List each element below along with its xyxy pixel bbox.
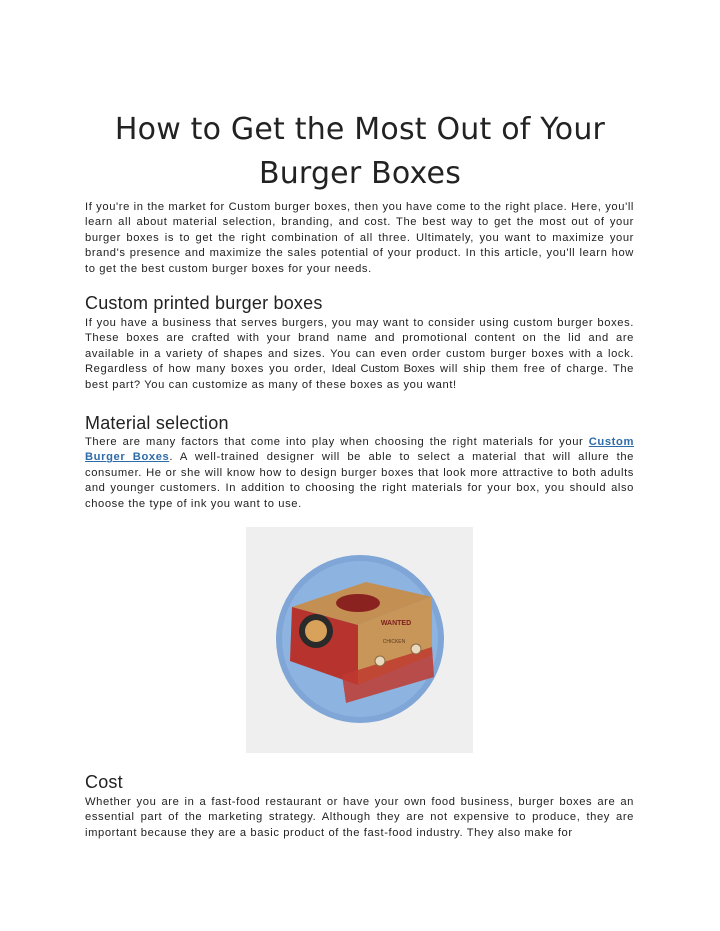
section-heading-material: Material selection xyxy=(85,413,229,433)
section1-text-before: If you have a business that serves burgers, you may want to consider using custom burger boxes. These boxes are crafted with your brand name and promotional content on the lid and are available in a variety of shapes and sizes. You can even order custom burger boxes with a lock. Regardless of how many boxes you order, xyxy=(85,317,634,376)
section-heading-cost: Cost xyxy=(85,772,123,792)
section2-text-after: . A well-trained designer will be able to select a material that will allure the consumer. He or she will know how to design burger boxes that look more attractive to both adults and younger customers. In addition to choosing the right materials for your box, you should also choose the type of ink you want to use. xyxy=(85,451,634,510)
section-body-cost: Whether you are in a fast-food restaurant or have your own food business, burger boxes are an essential part of the marketing strategy. Although they are not expensive to produce, they are important because they are a basic product of the fast-food industry. They also make for xyxy=(85,796,634,839)
title-line-1: How to Get the Most Out of Your xyxy=(114,112,606,148)
box-tab-right xyxy=(411,644,421,654)
section1-text-after: will ship them free of charge. The best part? You can customize as many of these boxes as you want! xyxy=(85,363,634,391)
intro-paragraph: If you're in the market for Custom burger boxes, then you have come to the right place. Here, you'll learn all about material selection, branding, and cost. The best way to get the most out of your burger boxes is to get the right combination of all three. Ultimately, you want to maximize your brand's presence and maximize the sales potential of your product. In this article, you'll learn how to get the best custom burger boxes for your needs. xyxy=(85,201,634,275)
box-tab-left xyxy=(375,656,385,666)
section-body-custom-printed xyxy=(85,316,634,393)
brand-name: Ideal Custom Boxes xyxy=(331,363,435,376)
title-line-2: Burger Boxes xyxy=(258,156,462,192)
section-heading-custom-printed: Custom printed burger boxes xyxy=(85,293,323,313)
burger-box-image xyxy=(246,527,473,753)
section-body-material xyxy=(85,435,634,512)
lid-emblem xyxy=(336,594,380,612)
section2-text-before: There are many factors that come into play when choosing the right materials for your xyxy=(85,436,589,448)
page-title xyxy=(60,108,660,196)
custom-burger-boxes-link[interactable]: Custom Burger Boxes xyxy=(85,436,634,464)
burger-box-illustration xyxy=(246,527,473,753)
box-label-wanted: WANTED xyxy=(380,620,412,627)
box-label-chicken: CHICKEN xyxy=(382,639,406,645)
